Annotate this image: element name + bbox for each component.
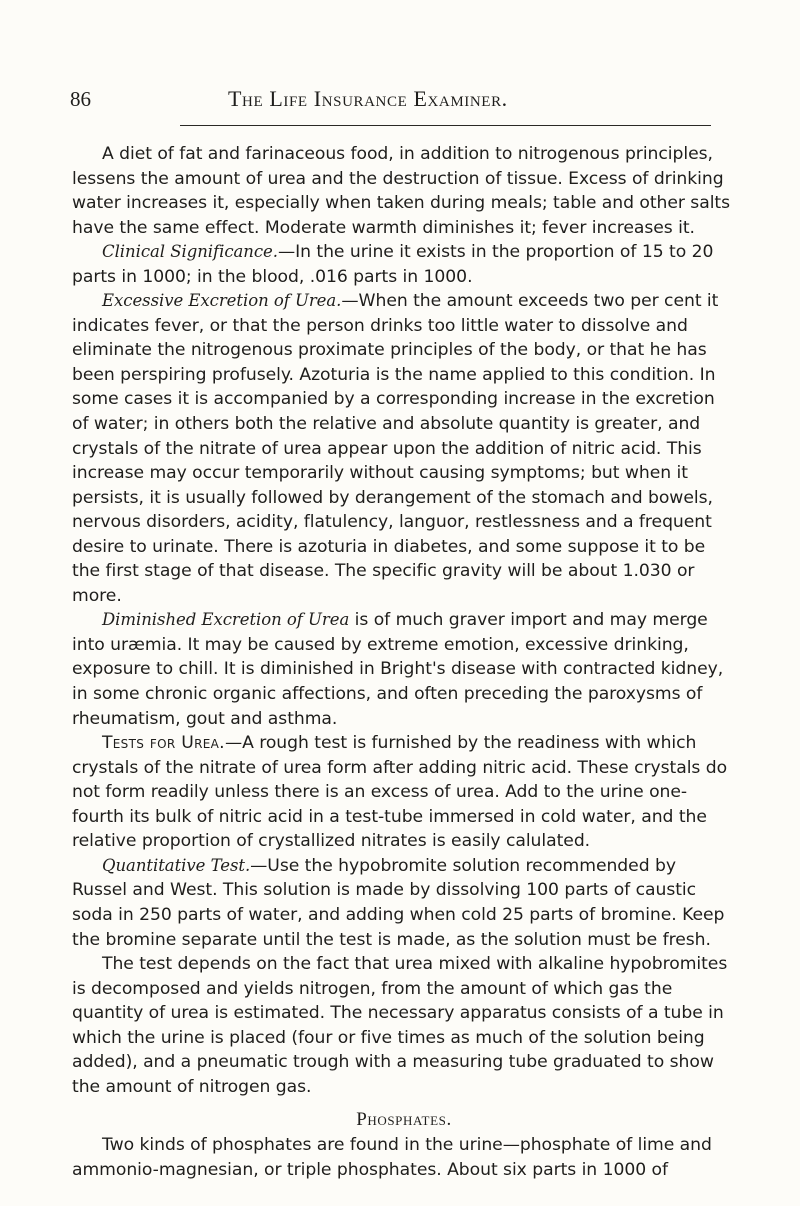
paragraph-phosphates: Two kinds of phosphates are found in the urine—phosphate of lime and ammonio-magnesian, or triple phosphates. About six parts in 1000 of xyxy=(72,1135,712,1180)
subheading-excessive-excretion: Excessive Excretion of Urea. xyxy=(102,291,342,311)
subheading-tests-for-urea: Tests for Urea. xyxy=(102,733,225,754)
page-header xyxy=(0,86,800,112)
paragraph-excessive-excretion xyxy=(72,289,736,608)
tests-for-urea-text: —A rough test is furnished by the readiness with which crystals of the nitrate of urea form after adding nitric acid. These crystals do not form readily unless there is an excess of urea. Add to the urine one-fourth its bulk of nitric acid in a test-tube immersed in cold water, and the relative proportion of crystallized nitrates is easily calulated. xyxy=(72,733,728,852)
page-body xyxy=(72,142,736,1182)
header-rule xyxy=(180,125,711,126)
excessive-excretion-text: —When the amount exceeds two per cent it indicates fever, or that the person drinks too little water to dissolve and eliminate the nitrogenous proximate principles of the body, or that he has been perspiring profusely. Azoturia is the name applied to this condition. In some cases it is accompanied by a corresponding increase in the excretion of water; in others both the relative and absolute quantity is greater, and crystals of the nitrate of urea appear upon the addition of nitric acid. This increase may occur temporarily without causing symptoms; but when it persists, it is usually followed by derangement of the stomach and bowels, nervous disorders, acidity, flatulency, languor, restlessness and a frequent desire to urinate. There is azoturia in diabetes, and some suppose it to be the first stage of that disease. The specific gravity will be about 1.030 or more. xyxy=(72,291,719,606)
subheading-quantitative-test: Quantitative Test. xyxy=(102,855,251,875)
paragraph-diminished-excretion xyxy=(72,608,736,731)
section-heading-phosphates: Phosphates. xyxy=(356,1109,452,1131)
paragraph-quantitative-test xyxy=(72,854,736,952)
paragraph-diet: A diet of fat and farinaceous food, in addition to nitrogenous principles, lessens the amount of urea and the destruction of tissue. Excess of drinking water increases it, especially when taken during meals; table and other salts have the same effect. Moderate warmth diminishes it; fever increases it. xyxy=(72,144,731,238)
clinical-significance-text: —In the urine it exists in the proportion of 15 to 20 parts in 1000; in the blood, .016 parts in 1000. xyxy=(72,242,714,287)
quantitative-test-text: —Use the hypobromite solution recommended by Russel and West. This solution is made by dissolving 100 parts of caustic soda in 250 parts of water, and adding when cold 25 parts of bromine. Keep the bromine separate until the test is made, as the solution must be fresh. xyxy=(72,855,725,950)
page-number: 86 xyxy=(70,87,91,111)
running-head: The Life Insurance Examiner. xyxy=(228,86,508,111)
paragraph-clinical-significance xyxy=(72,240,736,289)
diminished-excretion-text: is of much graver import and may merge into uræmia. It may be caused by extreme emotion, excessive drinking, exposure to chill. It is diminished in Bright's disease with contracted kidney, in some chronic organic affections, and often preceding the paroxysms of rheumatism, gout and asthma. xyxy=(72,610,724,729)
paragraph-test-depends: The test depends on the fact that urea mixed with alkaline hypobromites is decomposed and yields nitrogen, from the amount of which gas the quantity of urea is estimated. The necessary apparatus consists of a tube in which the urine is placed (four or five times as much of the solution being added), and a pneumatic trough with a measuring tube graduated to show the amount of nitrogen gas. xyxy=(72,954,728,1097)
paragraph-tests-for-urea xyxy=(72,731,736,854)
subheading-diminished-excretion: Diminished Excretion of Urea xyxy=(102,610,350,630)
subheading-clinical-significance: Clinical Significance. xyxy=(102,242,278,262)
